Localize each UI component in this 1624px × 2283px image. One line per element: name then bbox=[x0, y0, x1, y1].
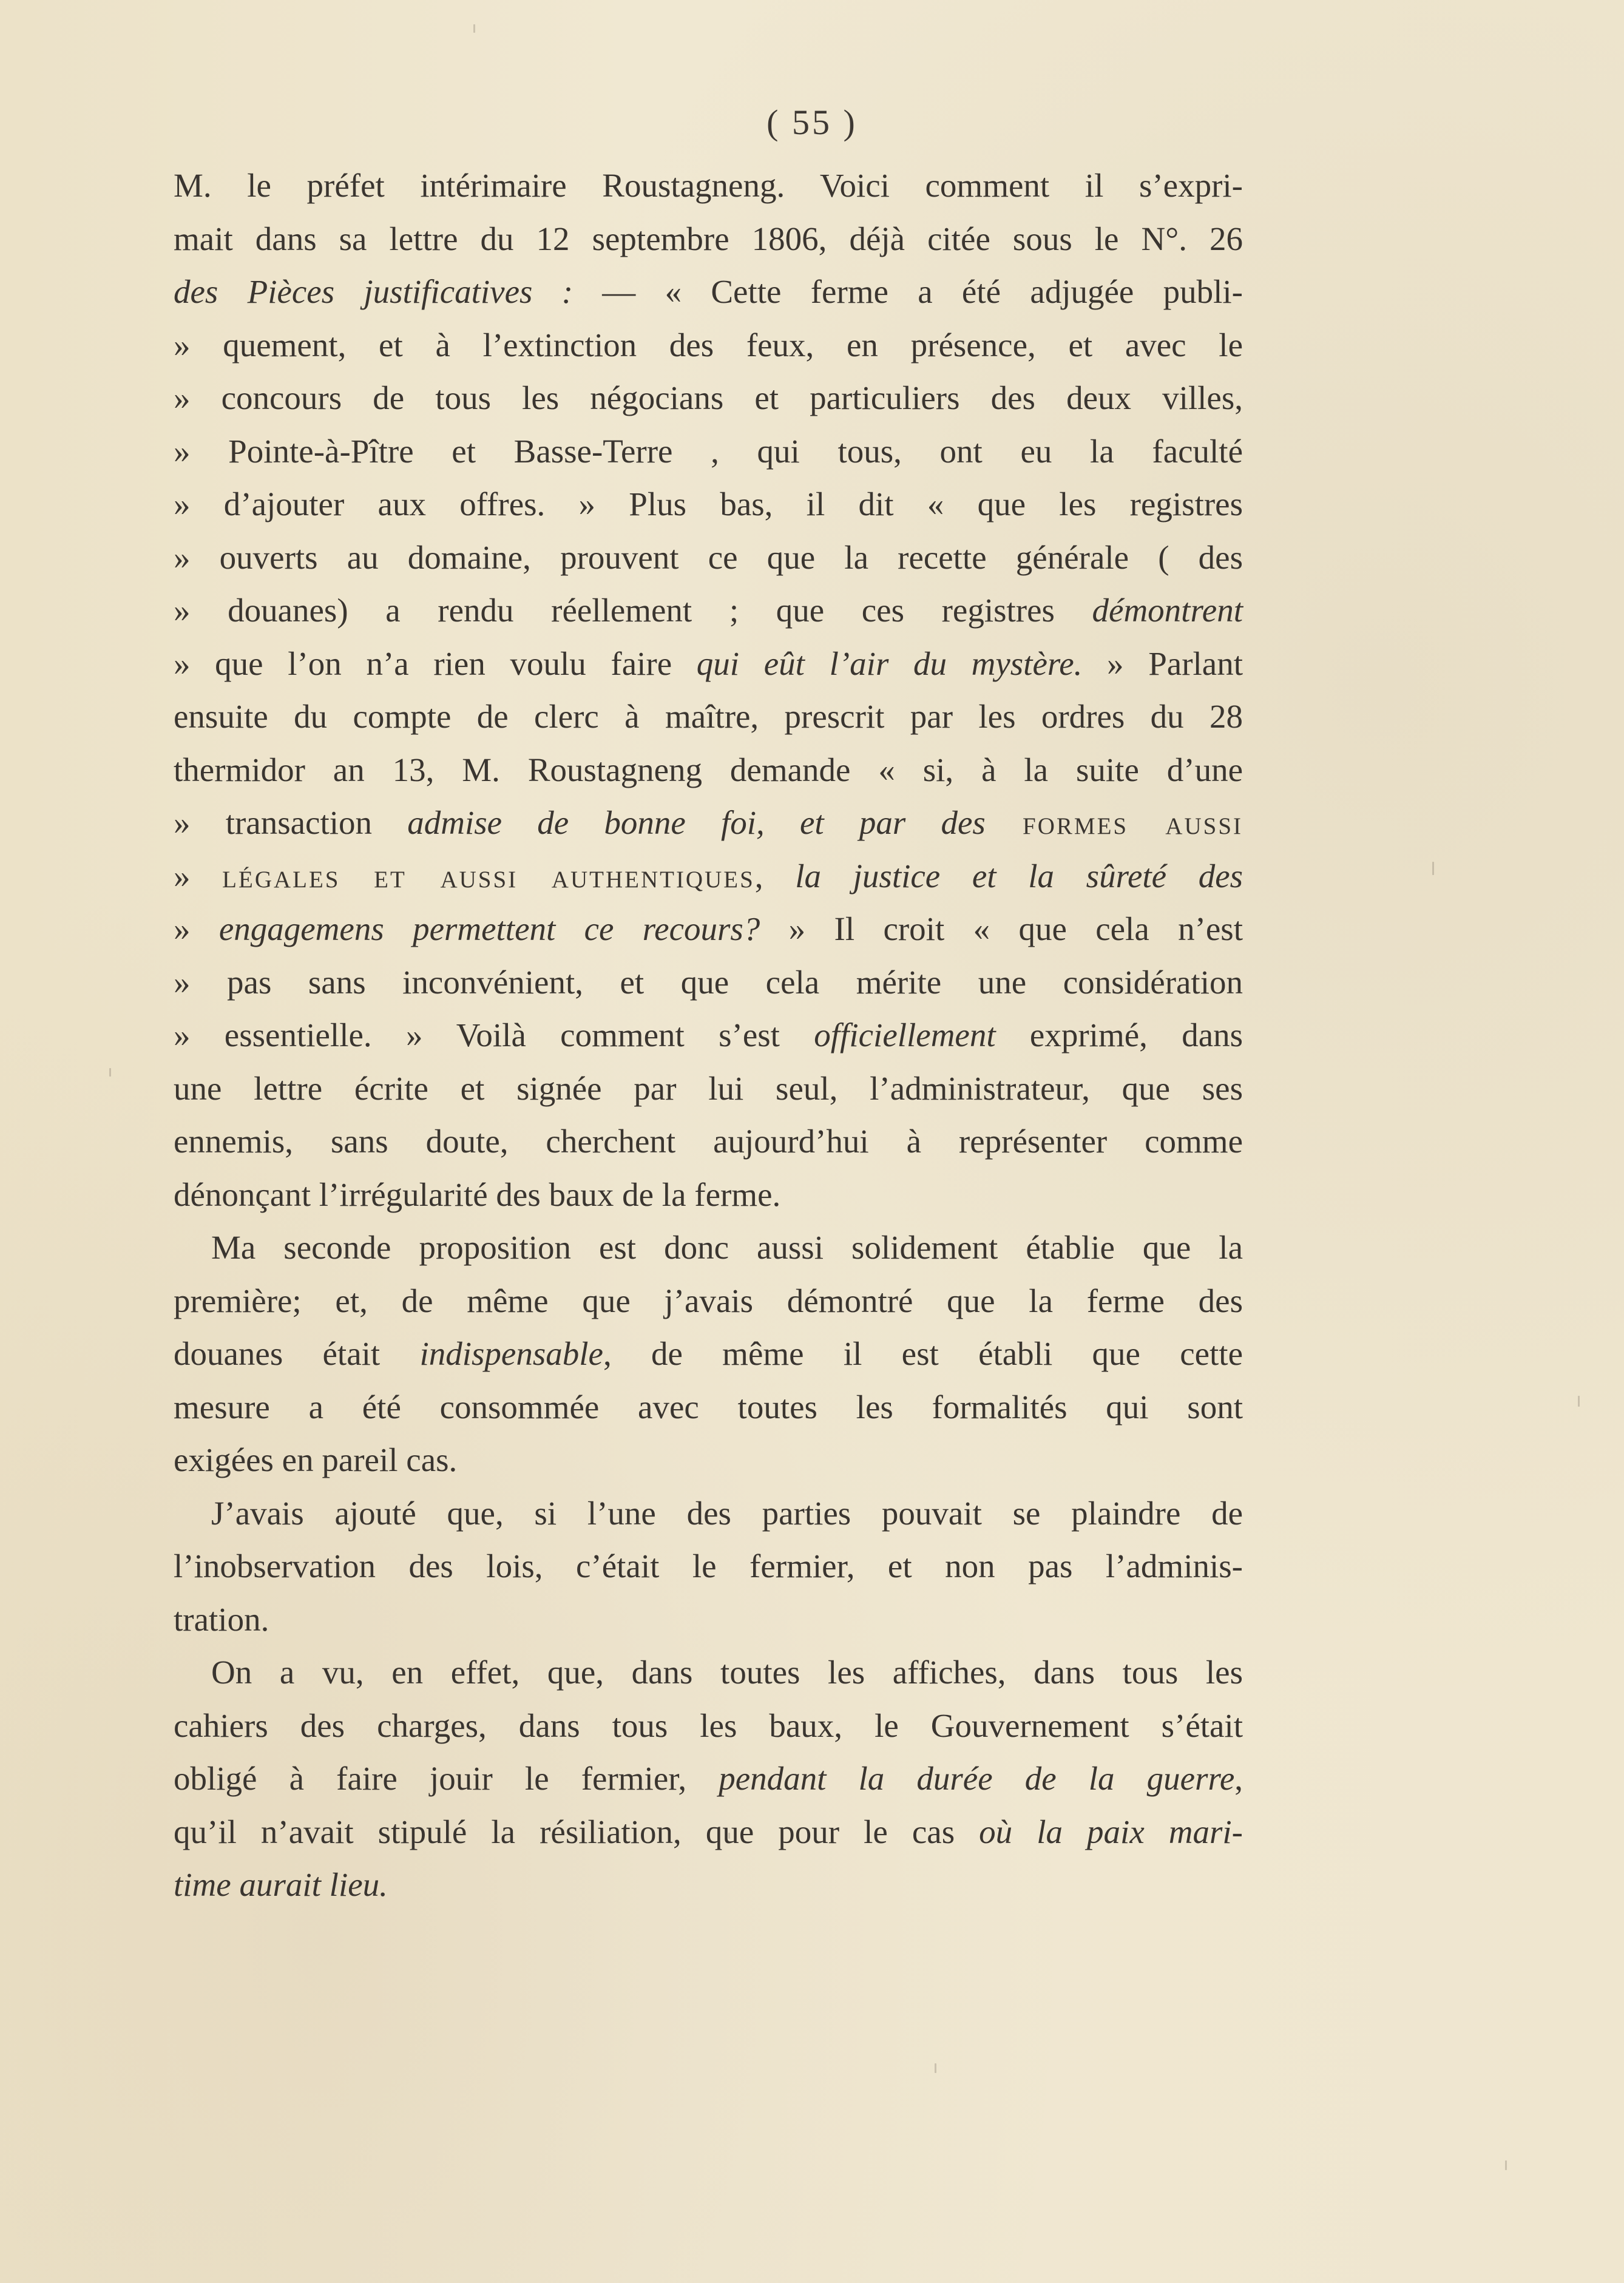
text-line bbox=[174, 265, 1243, 319]
roman-text: » que l’on n’a rien voulu faire bbox=[174, 644, 697, 682]
text-line bbox=[174, 212, 1243, 266]
text-line bbox=[174, 1433, 1243, 1487]
text-line bbox=[174, 1805, 1243, 1859]
paper-speck bbox=[473, 24, 475, 33]
paper-speck bbox=[935, 2063, 936, 2073]
paragraph-first-line bbox=[174, 1487, 1243, 1540]
body-text bbox=[174, 159, 1243, 1912]
text-line bbox=[174, 956, 1243, 1009]
roman-text: — « Cette ferme a été adjugée publi- bbox=[573, 273, 1243, 310]
italic-text: admise de bonne foi, et par des bbox=[407, 804, 986, 841]
italic-text: la justice et la sûreté des bbox=[795, 857, 1243, 895]
text-line bbox=[174, 319, 1243, 372]
text-line bbox=[174, 584, 1243, 637]
text-line bbox=[174, 743, 1243, 797]
roman-text: exprimé, dans bbox=[995, 1016, 1243, 1054]
text-line bbox=[174, 1115, 1243, 1168]
roman-text: » pas sans inconvénient, et que cela mérite une considération bbox=[174, 963, 1243, 1001]
italic-text: des Pièces justificatives : bbox=[174, 273, 573, 310]
text-line bbox=[174, 637, 1243, 691]
text-line bbox=[174, 371, 1243, 425]
roman-text: obligé à faire jouir le fermier, bbox=[174, 1760, 719, 1797]
roman-text: mait dans sa lettre du 12 septembre 1806, déjà citée sous le N°. 26 bbox=[174, 220, 1243, 257]
paragraph-first-line bbox=[174, 1221, 1243, 1274]
text-line bbox=[174, 159, 1243, 212]
text-line bbox=[174, 1327, 1243, 1381]
text-line bbox=[174, 850, 1243, 903]
roman-text: » bbox=[174, 910, 219, 947]
text-line bbox=[174, 531, 1243, 584]
roman-text: J’avais ajouté que, si l’une des parties pouvait se plaindre de bbox=[211, 1494, 1243, 1532]
text-line bbox=[174, 1009, 1243, 1062]
roman-text: Ma seconde proposition est donc aussi solidement établie que la bbox=[211, 1229, 1243, 1266]
page-number: ( 55 ) bbox=[766, 103, 858, 142]
roman-text: M. le préfet intérimaire Roustagneng. Voici comment il s’expri- bbox=[174, 167, 1243, 204]
text-line bbox=[174, 1168, 1243, 1222]
text-line bbox=[174, 796, 1243, 850]
paper-speck bbox=[728, 1833, 730, 1839]
paper-speck bbox=[1505, 2160, 1507, 2170]
roman-text: thermidor an 13, M. Roustagneng demande « si, à la suite d’une bbox=[174, 751, 1243, 788]
small-caps-text: formes aussi bbox=[985, 804, 1243, 841]
roman-text: ensuite du compte de clerc à maître, prescrit par les ordres du 28 bbox=[174, 698, 1243, 735]
text-line bbox=[174, 690, 1243, 743]
roman-text: , bbox=[1234, 1760, 1243, 1797]
roman-text: » quement, et à l’extinction des feux, en présence, et avec le bbox=[174, 326, 1243, 364]
roman-text: » Parlant bbox=[1082, 644, 1243, 682]
text-line bbox=[174, 902, 1243, 956]
roman-text: ennemis, sans doute, cherchent aujourd’hui à représenter comme bbox=[174, 1123, 1243, 1160]
italic-text: qui eût l’air du mystère. bbox=[696, 644, 1083, 682]
roman-text: qu’il n’avait stipulé la résiliation, que pour le cas bbox=[174, 1813, 979, 1850]
paper-speck bbox=[109, 1068, 111, 1077]
roman-text: première; et, de même que j’avais démontré que la ferme des bbox=[174, 1282, 1243, 1319]
paragraph-first-line bbox=[174, 1646, 1243, 1699]
roman-text: » concours de tous les négocians et particuliers des deux villes, bbox=[174, 379, 1243, 416]
small-caps-text: légales et aussi authentiques bbox=[222, 857, 755, 895]
roman-text: mesure a été consommée avec toutes les formalités qui sont bbox=[174, 1388, 1243, 1426]
roman-text: » Pointe-à-Pître et Basse-Terre , qui tous, ont eu la faculté bbox=[174, 432, 1243, 470]
roman-text: » transaction bbox=[174, 804, 408, 841]
roman-text: » ouverts au domaine, prouvent ce que la recette générale ( des bbox=[174, 538, 1243, 576]
italic-text: indispensable bbox=[419, 1335, 603, 1372]
italic-text: officiellement bbox=[814, 1016, 996, 1054]
roman-text: dénonçant l’irrégularité des baux de la ferme. bbox=[174, 1175, 781, 1213]
text-line bbox=[174, 1858, 1243, 1912]
roman-text: cahiers des charges, dans tous les baux, le Gouvernement s’était bbox=[174, 1706, 1243, 1744]
roman-text: » Il croit « que cela n’est bbox=[760, 910, 1243, 947]
roman-text: douanes était bbox=[174, 1335, 420, 1372]
roman-text: » d’ajouter aux offres. » Plus bas, il dit « que les registres bbox=[174, 485, 1243, 523]
roman-text: , de même il est établi que cette bbox=[603, 1335, 1243, 1372]
roman-text: » douanes) a rendu réellement ; que ces registres bbox=[174, 592, 1092, 629]
roman-text: exigées en pareil cas. bbox=[174, 1441, 458, 1478]
roman-text: une lettre écrite et signée par lui seul, l’administrateur, que ses bbox=[174, 1069, 1243, 1107]
text-line bbox=[174, 1381, 1243, 1434]
text-line bbox=[174, 1699, 1243, 1753]
text-line bbox=[174, 1274, 1243, 1328]
text-line bbox=[174, 1540, 1243, 1593]
text-line bbox=[174, 478, 1243, 531]
italic-text: démontrent bbox=[1092, 592, 1243, 629]
roman-text: On a vu, en effet, que, dans toutes les affiches, dans tous les bbox=[211, 1654, 1243, 1691]
italic-text: time aurait lieu. bbox=[174, 1866, 388, 1903]
text-line bbox=[174, 1752, 1243, 1805]
roman-text: l’inobservation des lois, c’était le fermier, et non pas l’adminis- bbox=[174, 1547, 1243, 1585]
paper-speck bbox=[1432, 862, 1434, 875]
text-line bbox=[174, 1062, 1243, 1115]
roman-text: , bbox=[754, 857, 796, 895]
text-line bbox=[174, 425, 1243, 478]
text-line bbox=[174, 1593, 1243, 1646]
roman-text: » essentielle. » Voilà comment s’est bbox=[174, 1016, 814, 1054]
paper-speck bbox=[1578, 1396, 1580, 1407]
italic-text: où la paix mari- bbox=[979, 1813, 1243, 1850]
roman-text: tration. bbox=[174, 1600, 269, 1638]
italic-text: pendant la durée de la guerre bbox=[719, 1760, 1235, 1797]
italic-text: engagemens permettent ce recours? bbox=[218, 910, 760, 947]
roman-text: » bbox=[174, 857, 223, 895]
